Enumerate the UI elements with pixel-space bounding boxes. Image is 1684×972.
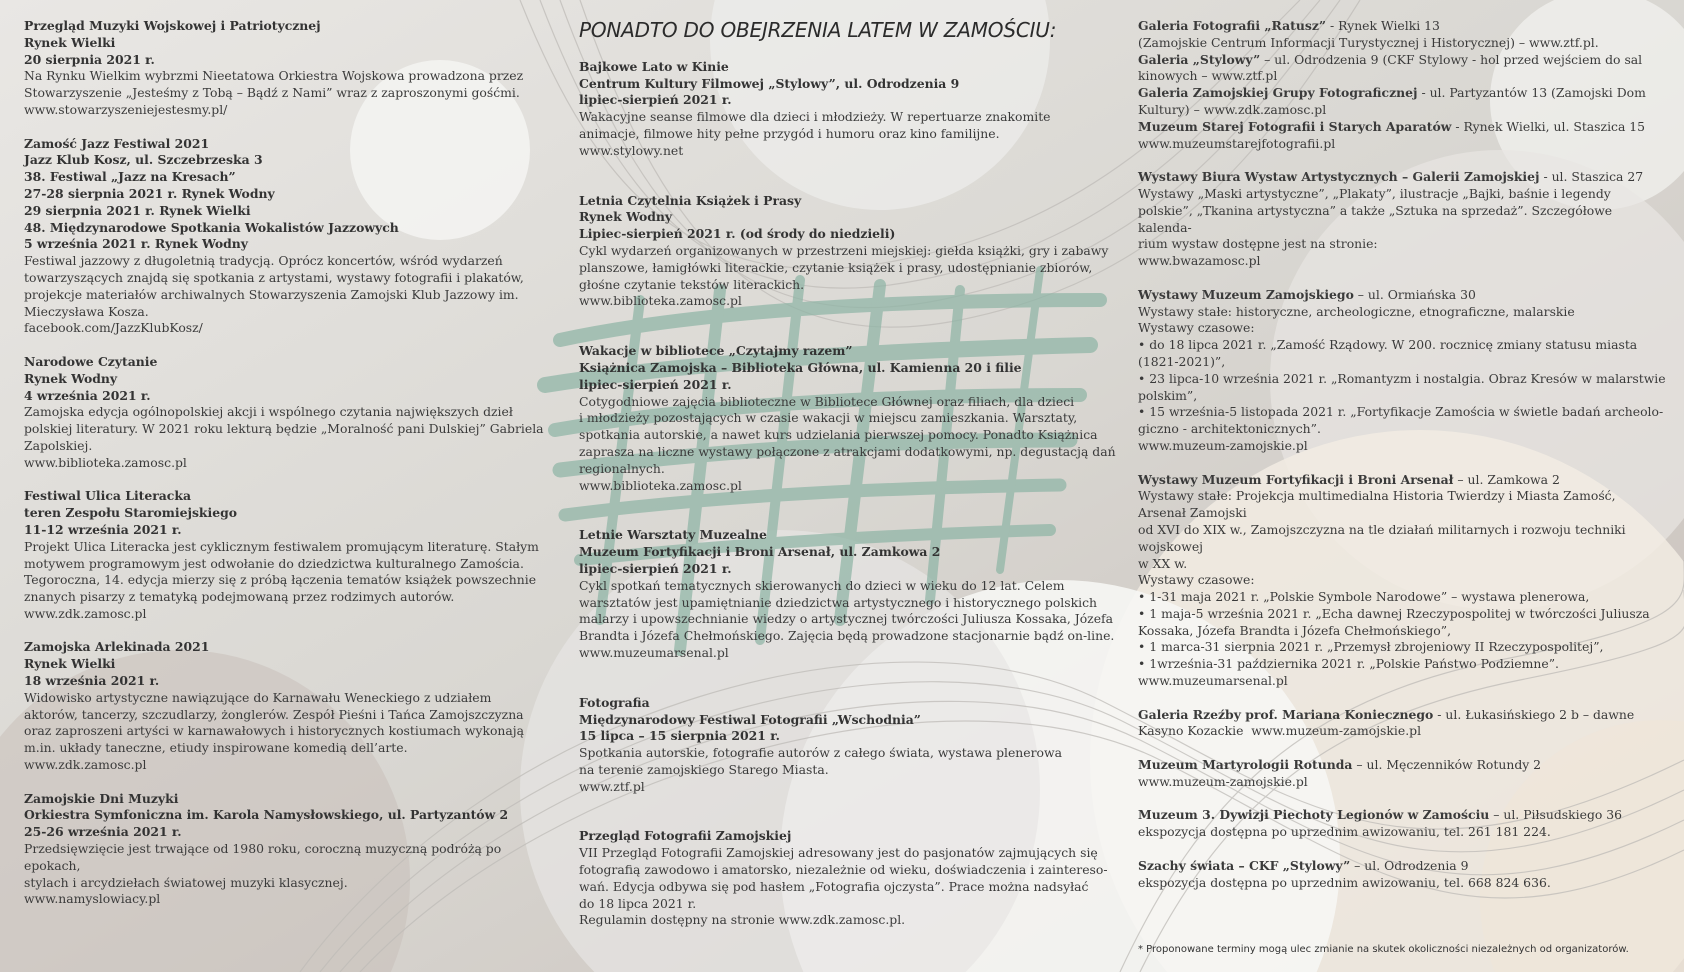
- venue-text: Wystawy czasowe:: [1138, 572, 1255, 588]
- middle-entries: [579, 59, 1119, 929]
- event-title-line: lipiec-sierpień 2021 r.: [579, 92, 732, 108]
- venue-line: [1138, 102, 1668, 119]
- event-text-line: warsztatów jest upamiętnianie dziedzictwa artystycznego i historycznego polskich: [579, 594, 1098, 610]
- event-title-line: Zamość Jazz Festiwal 2021: [24, 135, 210, 151]
- venue-name: Wystawy Muzeum Zamojskiego: [1138, 286, 1354, 302]
- venue-text: giczno - architektonicznych”.: [1138, 421, 1321, 437]
- venue-line: [1138, 186, 1668, 203]
- event-title-line: Muzeum Fortyfikacji i Broni Arsenał, ul. Zamkowa 2: [579, 544, 941, 560]
- venue-text: Wystawy stałe: Projekcja multimedialna Historia Twierdzy i Miasta Zamość,: [1138, 488, 1616, 504]
- event-text-line: www.biblioteka.zamosc.pl: [24, 454, 187, 470]
- venue-line: [1138, 472, 1668, 489]
- event-text-line: oraz zaproszeni artyści w karnawałowych i historycznych kostiumach wykonają: [24, 723, 525, 739]
- venue-line: [1138, 589, 1668, 606]
- venue-line: [1138, 488, 1668, 505]
- event-title-line: 20 sierpnia 2021 r.: [24, 51, 155, 67]
- venue-text: www.muzeumstarejfotografii.pl: [1138, 135, 1336, 151]
- event-title-line: Rynek Wielki: [24, 656, 116, 672]
- venue-line: [1138, 623, 1668, 640]
- event-text-line: facebook.com/JazzKlubKosz/: [24, 320, 203, 336]
- event-text-line: Cykl spotkań tematycznych skierowanych do dzieci w wieku do 12 lat. Celem: [579, 577, 1065, 593]
- event-text-line: znanych pisarzy z tematyką podejmowaną przez rodzimych autorów.: [24, 589, 455, 605]
- venue-line: [1138, 505, 1668, 522]
- venue-text: kinowych – www.ztf.pl: [1138, 68, 1278, 84]
- event-text-line: polskiej literatury. W 2021 roku lekturą będzie „Moralność pani Dulskiej” Gabriela: [24, 421, 544, 437]
- footnote: * Proponowane terminy mogą ulec zmianie na skutek okoliczności niezależnych od organizatorów.: [1138, 944, 1629, 955]
- event-entry: [579, 343, 1119, 494]
- venue-entry: [1138, 169, 1668, 270]
- venue-text: – ul. Ormiańska 30: [1353, 286, 1476, 302]
- venue-line: [1138, 723, 1668, 740]
- venue-line: [1138, 169, 1668, 186]
- venue-name: Wystawy Biura Wystaw Artystycznych – Galerii Zamojskiej: [1138, 169, 1540, 185]
- venue-text: Kasyno Kozackie www.muzeum-zamojskie.pl: [1138, 723, 1422, 739]
- venue-line: [1138, 639, 1668, 656]
- venue-line: [1138, 304, 1668, 321]
- event-text-line: Projekt Ulica Literacka jest cyklicznym festiwalem promującym literaturę. Stałym: [24, 538, 539, 554]
- event-title-line: 27-28 sierpnia 2021 r. Rynek Wodny: [24, 185, 275, 201]
- event-text-line: www.zdk.zamosc.pl: [24, 757, 147, 773]
- venue-text: Kossaka, Józefa Brandta i Józefa Chełmońskiego”,: [1138, 622, 1452, 638]
- venue-text: (Zamojskie Centrum Informacji Turystycznej i Historycznej) – www.ztf.pl.: [1138, 34, 1599, 50]
- event-text-line: do 18 lipca 2021 r.: [579, 895, 697, 911]
- venue-text: w XX w.: [1138, 555, 1188, 571]
- event-text-line: animacje, filmowe hity pełne przygód i humoru oraz kino familijne.: [579, 125, 1000, 141]
- event-title-line: Wakacje w bibliotece „Czytajmy razem”: [579, 343, 853, 359]
- venue-text: wojskowej: [1138, 538, 1204, 554]
- event-title-line: Przegląd Muzyki Wojskowej i Patriotycznej: [24, 18, 321, 33]
- event-entry: [24, 488, 554, 622]
- venue-name: Muzeum Starej Fotografii i Starych Aparatów: [1138, 118, 1452, 134]
- event-text-line: VII Przegląd Fotografii Zamojskiej adresowany jest do pasjonatów zajmujących się: [579, 845, 1098, 861]
- event-title-line: Międzynarodowy Festiwal Fotografii „Wschodnia”: [579, 711, 921, 727]
- venue-text: www.muzeumarsenal.pl: [1138, 673, 1288, 689]
- event-text-line: www.ztf.pl: [579, 778, 645, 794]
- event-text-line: www.muzeumarsenal.pl: [579, 644, 729, 660]
- event-title-line: 15 lipca – 15 sierpnia 2021 r.: [579, 728, 780, 744]
- event-entry: [579, 193, 1119, 311]
- venue-text: • 1-31 maja 2021 r. „Polskie Symbole Narodowe” – wystawa plenerowa,: [1138, 589, 1590, 605]
- event-entry: [24, 136, 554, 338]
- venue-text: Wystawy stałe: historyczne, archeologiczne, etnograficzne, malarskie: [1138, 303, 1575, 319]
- event-title-line: Zamojska Arlekinada 2021: [24, 639, 210, 655]
- event-title-line: Letnie Warsztaty Muzealne: [579, 527, 767, 543]
- venue-line: [1138, 707, 1668, 724]
- event-entry: [24, 18, 554, 119]
- venue-name: Galeria Fotografii „Ratusz”: [1138, 18, 1327, 33]
- venue-line: [1138, 388, 1668, 405]
- event-title-line: Festiwal Ulica Literacka: [24, 488, 191, 504]
- event-title-line: Bajkowe Lato w Kinie: [579, 58, 729, 74]
- venue-entry: [1138, 472, 1668, 690]
- venue-text: • 1 marca-31 sierpnia 2021 r. „Przemysł zbrojeniowy II Rzeczypospolitej”,: [1138, 639, 1604, 655]
- venue-text: polskie”, „Tkanina artystyczna” a także „Sztuka na sprzedaż”. Szczegółowe kalenda-: [1138, 202, 1617, 235]
- event-text-line: Widowisko artystyczne nawiązujące do Karnawału Weneckiego z udziałem: [24, 689, 492, 705]
- venue-line: [1138, 824, 1668, 841]
- venue-text: • 23 lipca-10 września 2021 r. „Romantyzm i nostalgia. Obraz Kresów w malarstwie: [1138, 370, 1666, 386]
- venue-entry: [1138, 18, 1668, 152]
- event-text-line: motywem programowym jest odwołanie do dziedzictwa kulturalnego Zamościa.: [24, 555, 524, 571]
- event-title-line: 48. Międzynarodowe Spotkania Wokalistów Jazzowych: [24, 219, 399, 235]
- event-title-line: Letnia Czytelnia Książek i Prasy: [579, 192, 802, 208]
- venue-line: [1138, 52, 1668, 69]
- venue-line: [1138, 875, 1668, 892]
- event-text-line: Zapolskiej.: [24, 437, 93, 453]
- venue-line: [1138, 320, 1668, 337]
- event-text-line: Spotkania autorskie, fotografie autorów z całego świata, wystawa plenerowa: [579, 745, 1062, 761]
- venue-text: – ul. Odrodzenia 9 (CKF Stylowy - hol przed wejściem do sal: [1260, 51, 1643, 67]
- venue-name: Muzeum Martyrologii Rotunda: [1138, 757, 1353, 773]
- event-title-line: Rynek Wielki: [24, 34, 116, 50]
- venue-text: rium wystaw dostępne jest na stronie:: [1138, 236, 1378, 252]
- venue-line: [1138, 236, 1668, 253]
- venue-line: [1138, 404, 1668, 421]
- venue-text: www.muzeum-zamojskie.pl: [1138, 437, 1308, 453]
- venue-line: [1138, 774, 1668, 791]
- venue-line: [1138, 438, 1668, 455]
- event-title-line: Rynek Wodny: [579, 209, 673, 225]
- venue-name: Galeria „Stylowy”: [1138, 51, 1261, 67]
- event-text-line: na terenie zamojskiego Starego Miasta.: [579, 761, 829, 777]
- venue-text: (1821-2021)”,: [1138, 353, 1226, 369]
- event-text-line: głośne czytanie tekstów literackich.: [579, 276, 805, 292]
- venue-text: – ul. Piłsudskiego 36: [1489, 807, 1623, 823]
- venue-line: [1138, 606, 1668, 623]
- event-text-line: www.namyslowiacy.pl: [24, 891, 161, 907]
- event-entry: [579, 828, 1119, 929]
- venue-entry: [1138, 707, 1668, 741]
- venue-text: • do 18 lipca 2021 r. „Zamość Rządowy. W 200. rocznicę zmiany statusu miasta: [1138, 337, 1638, 353]
- venue-line: [1138, 807, 1668, 824]
- venue-text: polskim”,: [1138, 387, 1198, 403]
- event-title-line: 5 września 2021 r. Rynek Wodny: [24, 236, 249, 252]
- event-text-line: www.stowarzyszeniejestesmy.pl/: [24, 101, 228, 117]
- event-title-line: 18 września 2021 r.: [24, 673, 160, 689]
- event-title-line: lipiec-sierpień 2021 r.: [579, 376, 732, 392]
- venue-text: Kultury) – www.zdk.zamosc.pl: [1138, 101, 1327, 117]
- venue-text: - ul. Partyzantów 13 (Zamojski Dom: [1417, 85, 1646, 101]
- event-text-line: Regulamin dostępny na stronie www.zdk.zamosc.pl.: [579, 912, 906, 928]
- event-text-line: projekcje materiałów archiwalnych Stowarzyszenia Zamojski Klub Jazzowy im.: [24, 286, 519, 302]
- venue-text: – ul. Odrodzenia 9: [1350, 857, 1469, 873]
- venue-name: Szachy świata – CKF „Stylowy”: [1138, 857, 1351, 873]
- venue-entry: [1138, 807, 1668, 841]
- event-text-line: Festiwal jazzowy z długoletnią tradycją. Oprócz koncertów, wśród wydarzeń: [24, 253, 503, 269]
- event-title-line: Przegląd Fotografii Zamojskiej: [579, 828, 792, 844]
- event-title-line: Fotografia: [579, 694, 650, 710]
- event-entry: [579, 695, 1119, 796]
- venue-line: [1138, 539, 1668, 556]
- event-title-line: lipiec-sierpień 2021 r.: [579, 560, 732, 576]
- venue-entry: [1138, 858, 1668, 892]
- right-column: [1138, 18, 1668, 908]
- venue-text: Wystawy „Maski artystyczne”, „Plakaty”, ilustracje „Bajki, baśnie i legendy: [1138, 185, 1611, 201]
- venue-line: [1138, 858, 1668, 875]
- venue-line: [1138, 656, 1668, 673]
- event-text-line: Cykl wydarzeń organizowanych w przestrzeni miejskiej: giełda książki, gry i zabawy: [579, 242, 1109, 258]
- event-text-line: Tegoroczna, 14. edycja mierzy się z próbą łączenia tematów książek powszechnie: [24, 572, 537, 588]
- venue-text: • 15 września-5 listopada 2021 r. „Fortyfikacje Zamościa w świetle badań archeolo-: [1138, 404, 1664, 420]
- event-text-line: malarzy i upowszechnianie wiedzy o artystycznej twórczości Juliusza Kossaka, Józefa: [579, 611, 1114, 627]
- event-text-line: www.biblioteka.zamosc.pl: [579, 293, 742, 309]
- venue-text: Wystawy czasowe:: [1138, 320, 1255, 336]
- venue-line: [1138, 556, 1668, 573]
- event-title-line: 25-26 września 2021 r.: [24, 824, 182, 840]
- venue-line: [1138, 18, 1668, 35]
- event-text-line: fotografią zawodowo i amatorsko, niezależnie od wieku, doświadczenia i zaintereso-: [579, 862, 1108, 878]
- venue-text: Arsenał Zamojski: [1138, 505, 1247, 521]
- event-text-line: Przedsięwzięcie jest trwające od 1980 roku, coroczną muzyczną podróżą po epokach,: [24, 841, 506, 873]
- event-text-line: Cotygodniowe zajęcia biblioteczne w Bibliotece Głównej oraz filiach, dla dzieci: [579, 393, 1075, 409]
- event-title-line: 29 sierpnia 2021 r. Rynek Wielki: [24, 202, 251, 218]
- event-text-line: wań. Edycja odbywa się pod hasłem „Fotografia ojczysta”. Prace można nadsyłać: [579, 878, 1089, 894]
- event-title-line: Orkiestra Symfoniczna im. Karola Namysłowskiego, ul. Partyzantów 2: [24, 807, 509, 823]
- event-text-line: Mieczysława Kosza.: [24, 303, 149, 319]
- venue-name: Wystawy Muzeum Fortyfikacji i Broni Arsenał: [1138, 471, 1454, 487]
- venue-text: www.muzeum-zamojskie.pl: [1138, 773, 1308, 789]
- venue-name: Muzeum 3. Dywizji Piechoty Legionów w Zamościu: [1138, 807, 1490, 823]
- event-entry: [579, 59, 1119, 160]
- venue-line: [1138, 371, 1668, 388]
- venue-line: [1138, 673, 1668, 690]
- event-text-line: i młodzieży pozostających w czasie wakacji w miejscu zamieszkania. Warsztaty,: [579, 410, 1078, 426]
- event-text-line: zaprasza na liczne wystawy połączone z atrakcjami dodatkowymi, np. degustacją dań: [579, 443, 1116, 459]
- venue-line: [1138, 68, 1668, 85]
- venue-line: [1138, 136, 1668, 153]
- venue-text: od XVI do XIX w., Zamojszczyzna na tle działań militarnych i rozwoju techniki: [1138, 521, 1626, 537]
- venue-line: [1138, 572, 1668, 589]
- venue-entry: [1138, 757, 1668, 791]
- event-text-line: aktorów, tancerzy, szczudlarzy, żonglerów. Zespół Pieśni i Tańca Zamojszczyzna: [24, 706, 524, 722]
- venue-text: – ul. Męczenników Rotundy 2: [1352, 757, 1542, 773]
- event-entry: [24, 639, 554, 773]
- event-text-line: stylach i arcydziełach światowej muzyki klasycznej.: [24, 874, 348, 890]
- event-title-line: Książnica Zamojska – Biblioteka Główna, ul. Kamienna 20 i filie: [579, 359, 1022, 375]
- event-title-line: Rynek Wodny: [24, 370, 118, 386]
- venue-line: [1138, 337, 1668, 354]
- middle-column: [579, 18, 1119, 946]
- venue-name: Galeria Zamojskiej Grupy Fotograficznej: [1138, 85, 1418, 101]
- left-column: [24, 18, 554, 925]
- venue-text: - ul. Łukasińskiego 2 b – dawne: [1433, 706, 1635, 722]
- event-title-line: 11-12 września 2021 r.: [24, 521, 182, 537]
- venue-line: [1138, 35, 1668, 52]
- event-title-line: 38. Festiwal „Jazz na Kresach”: [24, 169, 236, 185]
- venue-line: [1138, 253, 1668, 270]
- venue-line: [1138, 757, 1668, 774]
- event-text-line: www.zdk.zamosc.pl: [24, 605, 147, 621]
- event-title-line: teren Zespołu Staromiejskiego: [24, 505, 238, 521]
- event-text-line: Wakacyjne seanse filmowe dla dzieci i młodzieży. W repertuarze znakomite: [579, 109, 1051, 125]
- venue-text: – ul. Zamkowa 2: [1453, 471, 1560, 487]
- section-heading: PONADTO DO OBEJRZENIA LATEM W ZAMOŚCIU:: [579, 18, 1057, 42]
- venue-text: • 1września-31 października 2021 r. „Polskie Państwo Podziemne”.: [1138, 656, 1559, 672]
- event-text-line: regionalnych.: [579, 460, 665, 476]
- event-text-line: Stowarzyszenie „Jesteśmy z Tobą – Bądź z Nami” wraz z zaproszonymi gośćmi.: [24, 85, 520, 101]
- event-text-line: towarzyszących znajdą się spotkania z artystami, wystawy fotografii i plakatów,: [24, 269, 524, 285]
- venue-name: Galeria Rzeźby prof. Mariana Koniecznego: [1138, 706, 1434, 722]
- venue-text: ekspozycja dostępna po uprzednim awizowaniu, tel. 668 824 636.: [1138, 874, 1551, 890]
- event-text-line: Zamojska edycja ogólnopolskiej akcji i wspólnego czytania największych dzieł: [24, 404, 513, 420]
- event-title-line: Narodowe Czytanie: [24, 353, 158, 369]
- venue-text: • 1 maja-5 września 2021 r. „Echa dawnej Rzeczypospolitej w twórczości Juliusza: [1138, 605, 1650, 621]
- venue-line: [1138, 421, 1668, 438]
- venue-text: ekspozycja dostępna po uprzednim awizowaniu, tel. 261 181 224.: [1138, 824, 1551, 840]
- event-text-line: Na Rynku Wielkim wybrzmi Nieetatowa Orkiestra Wojskowa prowadzona przez: [24, 68, 524, 84]
- venue-line: [1138, 119, 1668, 136]
- event-text-line: m.in. układy taneczne, etiudy inspirowane komedią dell’arte.: [24, 740, 408, 756]
- venue-line: [1138, 203, 1668, 237]
- venue-text: - Rynek Wielki 13: [1326, 18, 1440, 33]
- venue-entry: [1138, 287, 1668, 455]
- venue-line: [1138, 85, 1668, 102]
- event-text-line: planszowe, łamigłówki literackie, czytanie książek i prasy, udostępnianie zbiorów,: [579, 259, 1093, 275]
- venue-line: [1138, 287, 1668, 304]
- event-entry: [24, 791, 554, 909]
- event-entry: [579, 527, 1119, 661]
- venue-line: [1138, 354, 1668, 371]
- venue-text: - ul. Staszica 27: [1539, 169, 1644, 185]
- event-text-line: spotkania autorskie, a nawet kurs udzielania pierwszej pomocy. Ponadto Książnica: [579, 427, 1098, 443]
- event-text-line: www.stylowy.net: [579, 142, 684, 158]
- event-text-line: Brandta i Józefa Chełmońskiego. Zajęcia będą prowadzone stacjonarnie bądź on-line.: [579, 628, 1115, 644]
- venue-text: www.bwazamosc.pl: [1138, 253, 1261, 269]
- event-title-line: Zamojskie Dni Muzyki: [24, 790, 179, 806]
- event-title-line: Centrum Kultury Filmowej „Stylowy”, ul. Odrodzenia 9: [579, 75, 960, 91]
- event-title-line: 4 września 2021 r.: [24, 387, 151, 403]
- event-text-line: www.biblioteka.zamosc.pl: [579, 477, 742, 493]
- event-title-line: Jazz Klub Kosz, ul. Szczebrzeska 3: [24, 152, 263, 168]
- venue-line: [1138, 522, 1668, 539]
- venue-text: - Rynek Wielki, ul. Staszica 15: [1451, 118, 1646, 134]
- event-entry: [24, 354, 554, 472]
- event-title-line: Lipiec-sierpień 2021 r. (od środy do niedzieli): [579, 226, 896, 242]
